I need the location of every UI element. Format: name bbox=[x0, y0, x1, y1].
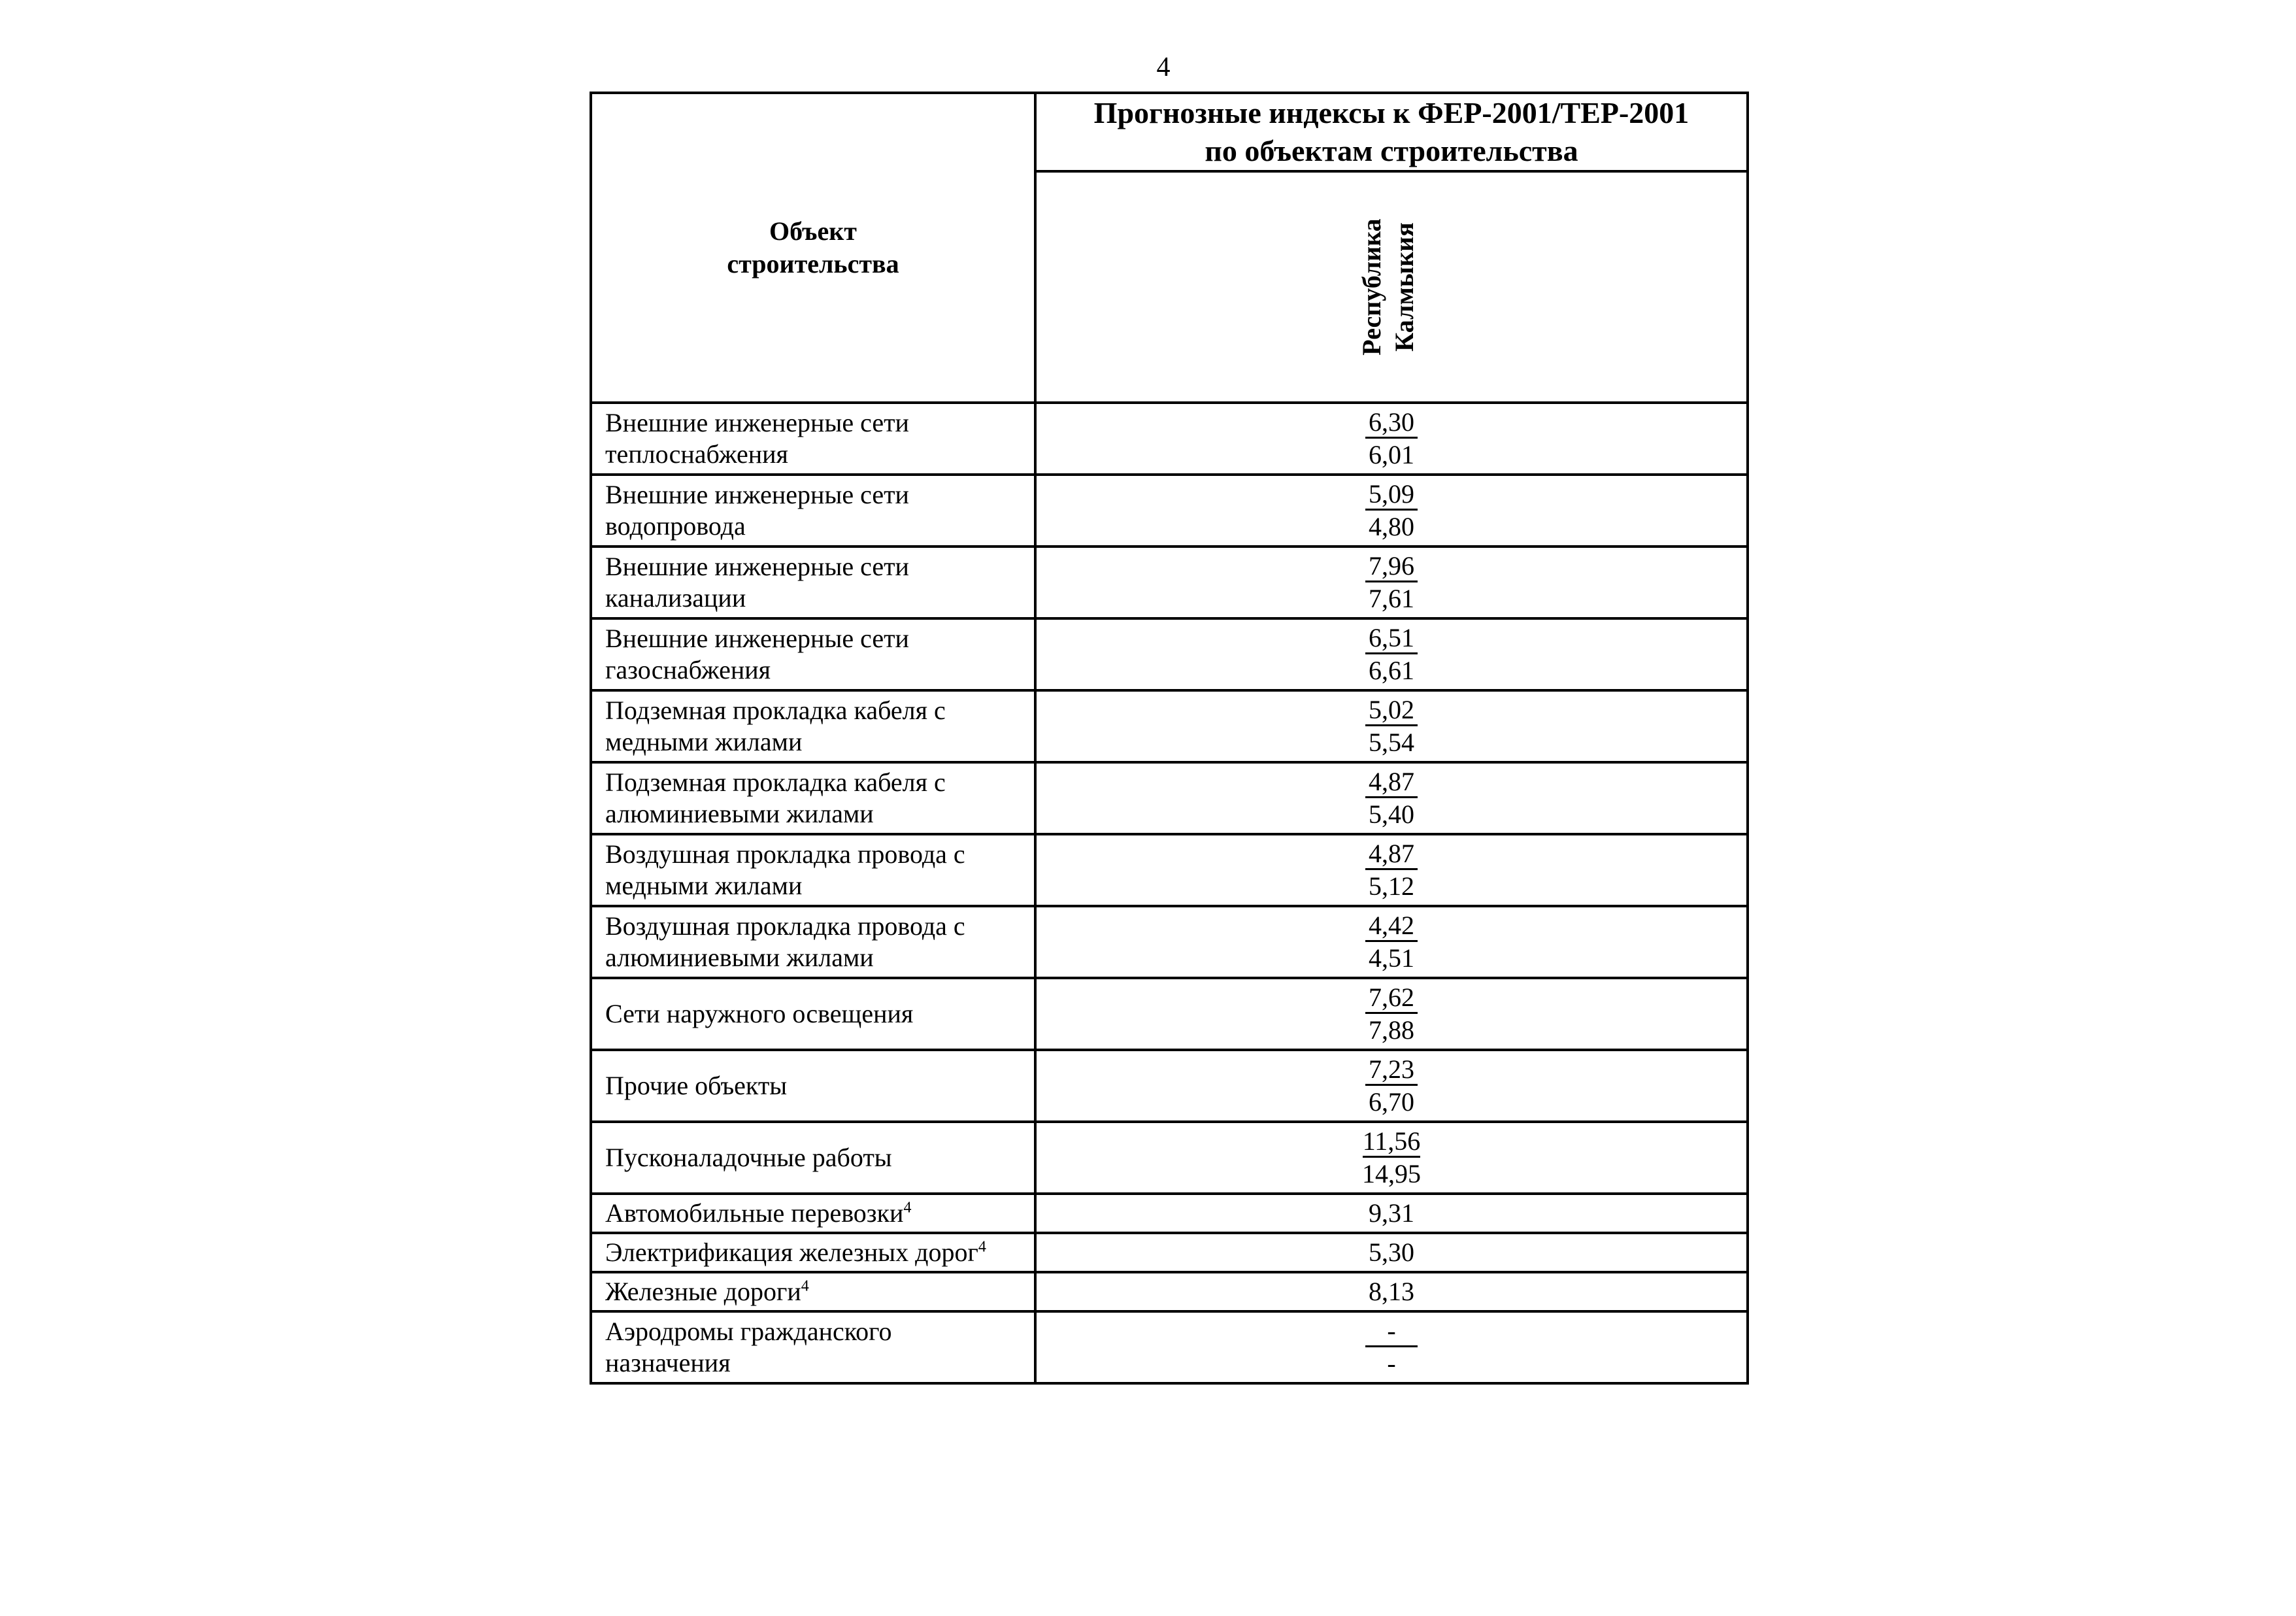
object-header-line2: строительства bbox=[727, 249, 899, 278]
object-name-cell bbox=[591, 1122, 1035, 1194]
table-row bbox=[591, 834, 1748, 906]
index-bottom-value: - bbox=[1387, 1348, 1396, 1378]
index-table bbox=[590, 92, 1749, 1385]
object-name-line2: назначения bbox=[605, 1348, 731, 1377]
table-row bbox=[591, 1311, 1748, 1383]
table-row bbox=[591, 1122, 1748, 1194]
object-name-line2: водопровода bbox=[605, 511, 746, 541]
object-name-cell bbox=[591, 547, 1035, 618]
region-column-header bbox=[1035, 171, 1748, 403]
region-label bbox=[1356, 209, 1427, 365]
object-name-cell bbox=[591, 475, 1035, 547]
object-name-line2: медными жилами bbox=[605, 727, 803, 756]
header-row bbox=[591, 93, 1748, 171]
table-row bbox=[591, 1194, 1748, 1233]
table-row bbox=[591, 1272, 1748, 1311]
table-row bbox=[591, 1050, 1748, 1122]
index-top-value: 7,23 bbox=[1365, 1055, 1418, 1086]
object-column-header bbox=[591, 93, 1035, 403]
object-name-line1: Подземная прокладка кабеля с bbox=[605, 767, 946, 797]
table-title bbox=[1035, 93, 1748, 171]
index-cell bbox=[1035, 1050, 1748, 1122]
index-cell bbox=[1035, 1122, 1748, 1194]
object-name-line1: Прочие объекты bbox=[605, 1071, 788, 1100]
index-top-value: 4,87 bbox=[1365, 839, 1418, 870]
index-cell bbox=[1035, 618, 1748, 690]
index-bottom-value: 14,95 bbox=[1362, 1158, 1421, 1188]
object-name-cell bbox=[591, 1311, 1035, 1383]
object-name-cell bbox=[591, 1233, 1035, 1272]
index-top-value: 4,87 bbox=[1365, 767, 1418, 798]
object-name-cell bbox=[591, 403, 1035, 475]
object-name-line1: Внешние инженерные сети bbox=[605, 480, 909, 509]
index-bottom-value: 6,70 bbox=[1369, 1086, 1414, 1117]
object-name: Железные дороги bbox=[605, 1277, 801, 1306]
title-line2: по объектам строительства bbox=[1205, 134, 1578, 167]
index-value: 5,30 bbox=[1369, 1237, 1414, 1267]
index-value: 9,31 bbox=[1369, 1198, 1414, 1228]
table-row bbox=[591, 978, 1748, 1050]
index-cell bbox=[1035, 1311, 1748, 1383]
object-name-cell bbox=[591, 1194, 1035, 1233]
index-top-value: 7,96 bbox=[1365, 552, 1418, 582]
table-row bbox=[591, 547, 1748, 618]
object-name-line2: алюминиевыми жилами bbox=[605, 799, 874, 828]
region-line2: Калмыкия bbox=[1389, 222, 1419, 352]
index-cell bbox=[1035, 475, 1748, 547]
index-bottom-value: 5,40 bbox=[1369, 799, 1414, 829]
index-cell bbox=[1035, 1233, 1748, 1272]
index-cell bbox=[1035, 1272, 1748, 1311]
footnote-mark: 4 bbox=[903, 1199, 912, 1217]
object-name: Автомобильные перевозки bbox=[605, 1198, 904, 1228]
index-cell bbox=[1035, 906, 1748, 978]
object-name-line1: Сети наружного освещения bbox=[605, 999, 914, 1028]
object-name-line1: Пусконаладочные работы bbox=[605, 1143, 892, 1172]
object-name-cell bbox=[591, 618, 1035, 690]
object-name-cell bbox=[591, 978, 1035, 1050]
object-header-line1: Объект bbox=[769, 216, 857, 246]
object-name-cell bbox=[591, 906, 1035, 978]
object-name-line2: медными жилами bbox=[605, 871, 803, 900]
footnote-mark: 4 bbox=[801, 1277, 809, 1295]
table-row bbox=[591, 618, 1748, 690]
object-name-cell bbox=[591, 1272, 1035, 1311]
table-row bbox=[591, 403, 1748, 475]
index-bottom-value: 4,80 bbox=[1369, 511, 1414, 541]
index-cell bbox=[1035, 547, 1748, 618]
index-top-value: 5,02 bbox=[1365, 696, 1418, 726]
table-row bbox=[591, 690, 1748, 762]
index-cell bbox=[1035, 403, 1748, 475]
index-bottom-value: 7,61 bbox=[1369, 583, 1414, 613]
index-cell bbox=[1035, 834, 1748, 906]
object-name-cell bbox=[591, 834, 1035, 906]
index-bottom-value: 7,88 bbox=[1369, 1015, 1414, 1045]
index-cell bbox=[1035, 690, 1748, 762]
object-name-line2: алюминиевыми жилами bbox=[605, 943, 874, 972]
index-top-value: 11,56 bbox=[1363, 1127, 1421, 1158]
index-bottom-value: 6,01 bbox=[1369, 439, 1414, 469]
object-name-line1: Воздушная прокладка провода с bbox=[605, 911, 965, 941]
object-name-line1: Аэродромы гражданского bbox=[605, 1317, 892, 1346]
index-cell bbox=[1035, 978, 1748, 1050]
object-name-line2: газоснабжения bbox=[605, 655, 771, 684]
index-cell bbox=[1035, 1194, 1748, 1233]
object-name-line1: Подземная прокладка кабеля с bbox=[605, 696, 946, 725]
index-bottom-value: 6,61 bbox=[1369, 655, 1414, 685]
index-top-value: 5,09 bbox=[1365, 480, 1418, 511]
table-row bbox=[591, 1233, 1748, 1272]
footnote-mark: 4 bbox=[978, 1238, 986, 1256]
table-row bbox=[591, 475, 1748, 547]
object-name-line2: канализации bbox=[605, 583, 746, 613]
object-name-line1: Воздушная прокладка провода с bbox=[605, 839, 965, 869]
title-line1: Прогнозные индексы к ФЕР-2001/ТЕР-2001 bbox=[1093, 96, 1689, 129]
region-line1: Республика bbox=[1357, 218, 1386, 356]
object-name-cell bbox=[591, 690, 1035, 762]
index-top-value: 4,42 bbox=[1365, 911, 1418, 942]
object-name-line1: Внешние инженерные сети bbox=[605, 408, 909, 437]
object-name-cell bbox=[591, 1050, 1035, 1122]
object-name-line2: теплоснабжения bbox=[605, 439, 788, 469]
index-value: 8,13 bbox=[1369, 1277, 1414, 1306]
object-name-line1: Внешние инженерные сети bbox=[605, 552, 909, 581]
index-cell bbox=[1035, 762, 1748, 834]
index-top-value: 6,30 bbox=[1365, 408, 1418, 439]
index-bottom-value: 4,51 bbox=[1369, 943, 1414, 973]
index-bottom-value: 5,12 bbox=[1369, 871, 1414, 901]
index-top-value: 6,51 bbox=[1365, 624, 1418, 654]
table-row bbox=[591, 762, 1748, 834]
table-row bbox=[591, 906, 1748, 978]
object-name: Электрификация железных дорог bbox=[605, 1237, 978, 1267]
index-top-value: - bbox=[1365, 1317, 1418, 1347]
object-name-cell bbox=[591, 762, 1035, 834]
object-name-line1: Внешние инженерные сети bbox=[605, 624, 909, 653]
index-top-value: 7,62 bbox=[1365, 983, 1418, 1014]
index-bottom-value: 5,54 bbox=[1369, 727, 1414, 757]
page-number: 4 bbox=[1156, 52, 1171, 82]
